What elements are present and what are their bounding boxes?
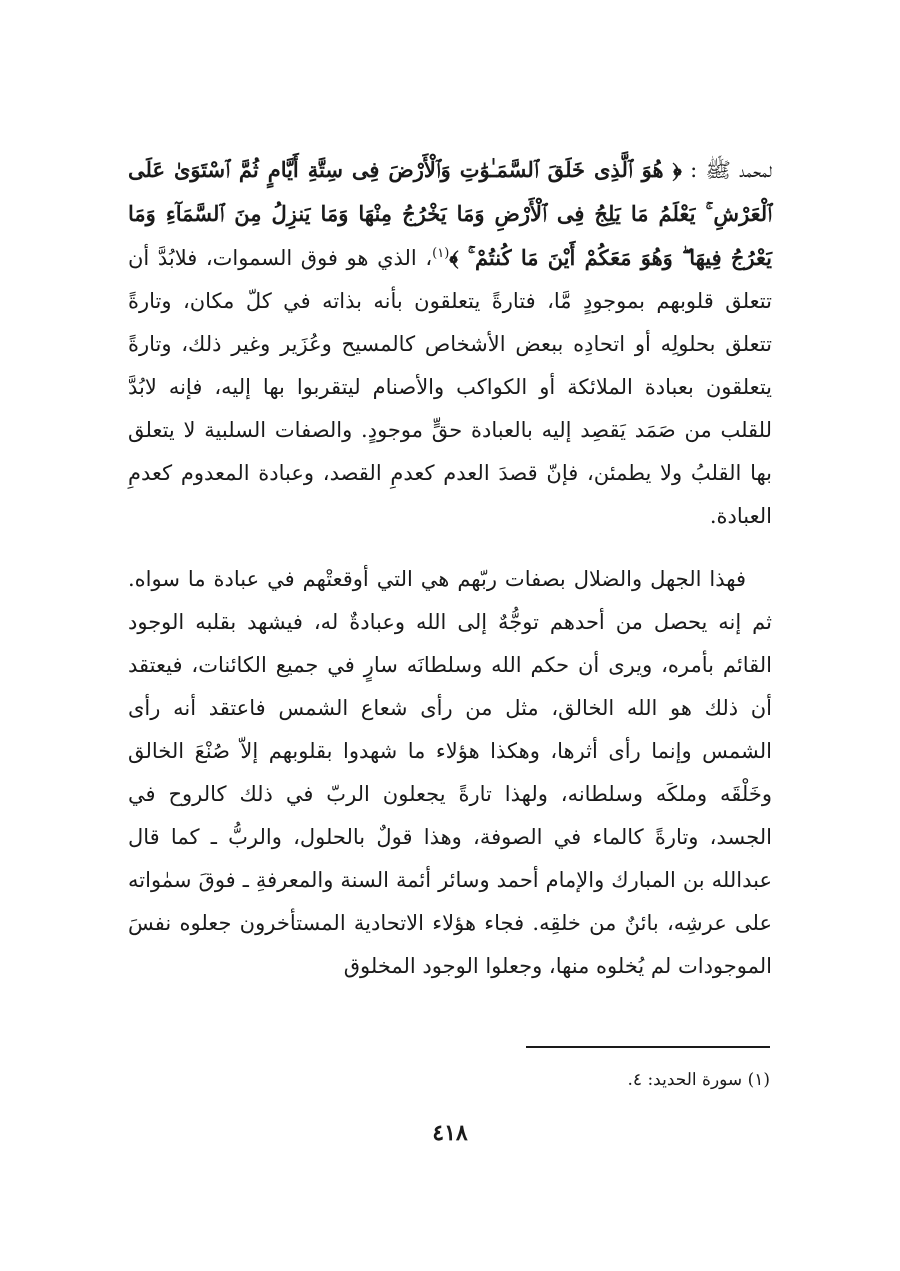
quran-verse: ﴿ هُوَ ٱلَّذِى خَلَقَ ٱلسَّمَـٰوَٰتِ وَٱلْأَرْضَ فِى سِتَّةِ أَيَّامٍ ثُمَّ ٱسْتَوَىٰ عَلَى ٱلْعَرْشِ ۚ يَعْلَمُ مَا يَلِجُ فِى ٱلْأَرْضِ وَمَا يَخْرُجُ مِنْهَا وَمَا يَنزِلُ مِنَ ٱلسَّمَآءِ وَمَا يَعْرُجُ فِيهَا ۖ وَهُوَ مَعَكُمْ أَيْنَ مَا كُنتُمْ ۚ ﴾	[128, 157, 772, 270]
paragraph-2: فهذا الجهل والضلال بصفات ربّهم هي التي أوقعتْهم في عبادة ما سواه. ثم إنه يحصل من أحدهم توجُّهٌ إلى الله وعبادةٌ له، فيشهد بقلبه الوجود القائم بأمره، ويرى أن حكم الله وسلطانَه سارٍ في جميع الكائنات، فيعتقد أن ذلك هو الله الخالق، مثل من رأى شعاع الشمس فاعتقد أنه رأى الشمس وإنما رأى أثرها، وهكذا هؤلاء ما شهدوا بقلوبهم إلاّ صُنْعَ الخالق وخَلْقَه وملكَه وسلطانه، ولهذا تارةً يجعلون الربّ في ذلك كالروح في الجسد، وتارةً كالماء في الصوفة، وهذا قولٌ بالحلول، والربُّ ـ كما قال عبدالله بن المبارك والإمام أحمد وسائر أئمة السنة والمعرفةِ ـ فوقَ سمٰواته على عرشِه، بائنٌ من خلقِه. فجاء هؤلاء الاتحادية المستأخرون جعلوه نفسَ الموجودات لم يُخلوه منها، وجعلوا الوجود المخلوق	[128, 567, 772, 978]
page-number: ٤١٨	[432, 1120, 468, 1146]
paragraph-1-body: ، الذي هو فوق السموات، فلابُدَّ أن تتعلق قلوبهم بموجودٍ مَّا، فتارةً يتعلقون بأنه بذاته في كلّ مكان، وتارةً تتعلق بحلولِه أو اتحادِه ببعض الأشخاص كالمسيح وعُزَير وغير ذلك، وتارةً يتعلقون بعبادة الملائكة أو الكواكب والأصنام ليتقربوا بها إليه، فإنه لابُدَّ للقلب من صَمَد يَقصِد إليه بالعبادة حقٍّ موجودٍ. والصفات السلبية لا يتعلق بها القلبُ ولا يطمئن، فإنّ قصدَ العدم كعدمِ القصد، وعبادة المعدوم كعدمِ العبادة.	[128, 246, 772, 528]
paragraph-1	[128, 148, 772, 538]
main-text	[128, 148, 772, 988]
footnote: (١) سورة الحديد: ٤.	[627, 1070, 770, 1090]
footnote-reference[interactable]: (١)	[432, 246, 450, 261]
footnote-divider	[526, 1046, 770, 1048]
paragraph-1-intro: لمحمد ﷺ :	[681, 158, 772, 182]
